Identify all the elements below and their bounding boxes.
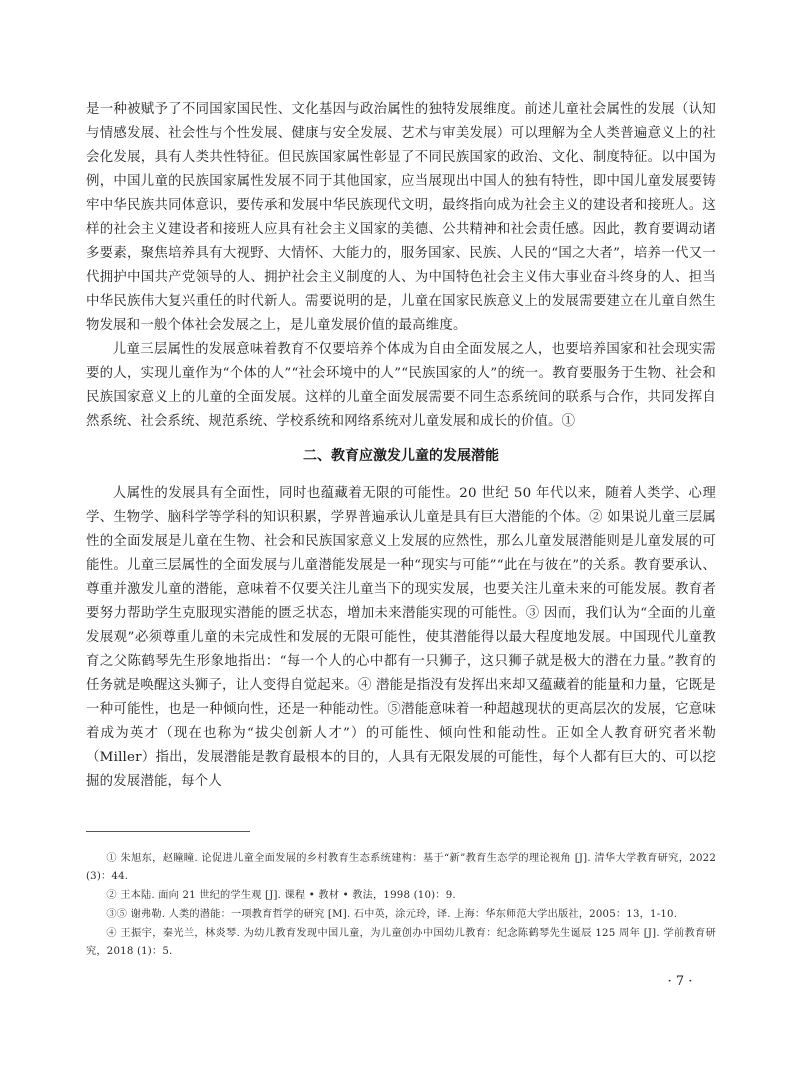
footnote-2: ② 王本陆. 面向 21 世纪的学生观 [J]. 课程 • 教材 • 教法，1998 (10)：9. xyxy=(106,890,456,901)
body-paragraph-3: 人属性的发展具有全面性，同时也蕴藏着无限的可能性。20 世纪 50 年代以来，随着人类学、心理学、生物学、脑科学等学科的知识积累，学界普遍承认儿童是具有巨大潜能的个体。② 如果说儿童三层属性的全面发展是儿童在生物、社会和民族国家意义上发展的应然性，那么儿童发展潜能则是儿童发展的可能性。儿童三层属性的全面发展与儿童潜能发展是一种“现实与可能”“此在与彼在”的关系。教育要承认、尊重并激发儿童的潜能，意味着不仅要关注儿童当下的现实发展，也要关注儿童未来的可能发展。教育者要努力帮助学生克服现实潜能的匮乏状态，增加未来潜能实现的可能性。③ 因而，我们认为“全面的儿童发展观”必须尊重儿童的未完成性和发展的无限可能性，使其潜能得以最大程度地发展。中国现代儿童教育之父陈鹤琴先生形象地指出：“每一个人的心中都有一只狮子，这只狮子就是极大的潜在力量。”教育的任务就是唤醒这头狮子，让人变得自觉起来。④ 潜能是指没有发挥出来却又蕴藏着的能量和力量，它既是一种可能性，也是一种倾向性，还是一种能动性。⑤潜能意味着一种超越现状的更高层次的发展，它意味着成为英才（现在也称为“拔尖创新人才”）的可能性、倾向性和能动性。正如全人教育研究者米勒（Miller）指出，发展潜能是教育最根本的目的，人具有无限发展的可能性，每个人都有巨大的、可以挖掘的发展潜能，每个人 xyxy=(86,486,716,789)
footnotes xyxy=(86,850,716,962)
footnote-divider xyxy=(86,831,250,832)
footnote-1: ① 朱旭东，赵瞳瞳. 论促进儿童全面发展的乡村教育生态系统建构：基于“新”教育生态学的理论视角 [J]. 清华大学教育研究，2022 (3)：44. xyxy=(86,853,716,882)
section-heading: 二、教育应激发儿童的发展潜能 xyxy=(303,448,499,464)
body-paragraph-2: 儿童三层属性的发展意味着教育不仅要培养个体成为自由全面发展之人，也要培养国家和社会现实需要的人，实现儿童作为“个体的人”“社会环境中的人”“民族国家的人”的统一。教育要服务于生物、社会和民族国家意义上的儿童的全面发展。这样的儿童全面发展需要不同生态系统间的联系与合作，共同发挥自然系统、社会系统、规范系统、学校系统和网络系统对儿童发展和成长的价值。① xyxy=(86,342,716,429)
body-paragraph-1: 是一种被赋予了不同国家国民性、文化基因与政治属性的独特发展维度。前述儿童社会属性的发展（认知与情感发展、社会性与个性发展、健康与安全发展、艺术与审美发展）可以理解为全人类普遍意义上的社会化发展，具有人类共性特征。但民族国家属性彰显了不同民族国家的政治、文化、制度特征。以中国为例，中国儿童的民族国家属性发展不同于其他国家，应当展现出中国人的独有特性，即中国儿童发展要铸牢中华民族共同体意识，要传承和发展中华民族现代文明，最终指向成为社会主义的建设者和接班人。这样的社会主义建设者和接班人应具有社会主义国家的美德、公共精神和社会责任感。因此，教育要调动诸多要素，聚焦培养具有大视野、大情怀、大能力的，服务国家、民族、人民的“国之大者”，培养一代又一代拥护中国共产党领导的人、拥护社会主义制度的人、为中国特色社会主义伟大事业奋斗终身的人、担当中华民族伟大复兴重任的时代新人。需要说明的是，儿童在国家民族意义上的发展需要建立在儿童自然生物发展和一般个体社会发展之上，是儿童发展价值的最高维度。 xyxy=(86,102,716,333)
footnote-4: ④ 王振宇，秦光兰，林炎琴. 为幼儿教育发现中国儿童，为儿童创办中国幼儿教育：纪念陈鹤琴先生诞辰 125 周年 [J]. 学前教育研究，2018 (1)：5. xyxy=(86,928,716,957)
footnote-3-5: ③⑤ 谢弗勒. 人类的潜能：一项教育哲学的研究 [M]. 石中英，涂元玲，译. 上海：华东师范大学出版社，2005：13，1-10. xyxy=(106,909,678,920)
page-number: · 7 · xyxy=(667,974,693,989)
main-text xyxy=(86,98,716,794)
